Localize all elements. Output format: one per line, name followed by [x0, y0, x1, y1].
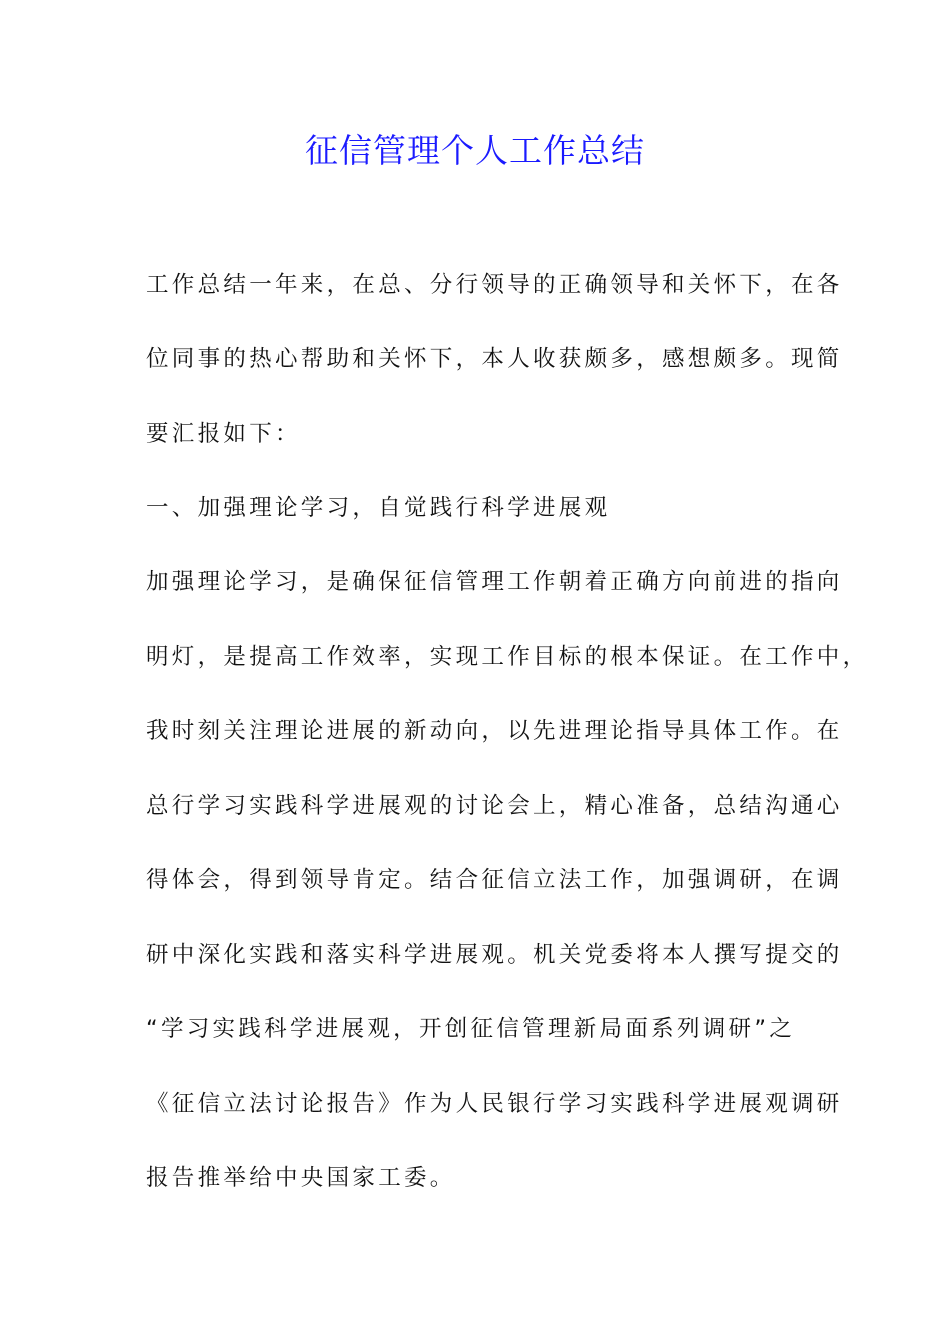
paragraph-body-line-9: 报告推举给中央国家工委。 [146, 1165, 456, 1191]
paragraph-body-line-7: “学习实践科学进展观，开创征信管理新局面系列调研”之 [146, 1016, 796, 1042]
paragraph-body-line-2: 明灯，是提高工作效率，实现工作目标的根本保证。在工作中， [146, 644, 869, 670]
paragraph-intro-line-1: 工作总结一年来，在总、分行领导的正确领导和关怀下，在各 [146, 272, 843, 298]
paragraph-intro-line-3: 要汇报如下： [146, 421, 301, 447]
paragraph-body-line-4: 总行学习实践科学进展观的讨论会上，精心准备，总结沟通心 [146, 793, 843, 819]
paragraph-body-line-1: 加强理论学习，是确保征信管理工作朝着正确方向前进的指向 [146, 569, 843, 595]
section-heading-1: 一、加强理论学习，自觉践行科学进展观 [146, 495, 611, 521]
paragraph-body-line-8: 《征信立法讨论报告》作为人民银行学习实践科学进展观调研 [146, 1091, 843, 1117]
document-title: 征信管理个人工作总结 [305, 131, 645, 170]
paragraph-intro-line-2: 位同事的热心帮助和关怀下，本人收获颇多，感想颇多。现简 [146, 346, 843, 372]
paragraph-body-line-6: 研中深化实践和落实科学进展观。机关党委将本人撰写提交的 [146, 942, 843, 968]
paragraph-body-line-3: 我时刻关注理论进展的新动向，以先进理论指导具体工作。在 [146, 718, 843, 744]
paragraph-body-line-5: 得体会，得到领导肯定。结合征信立法工作，加强调研，在调 [146, 867, 843, 893]
